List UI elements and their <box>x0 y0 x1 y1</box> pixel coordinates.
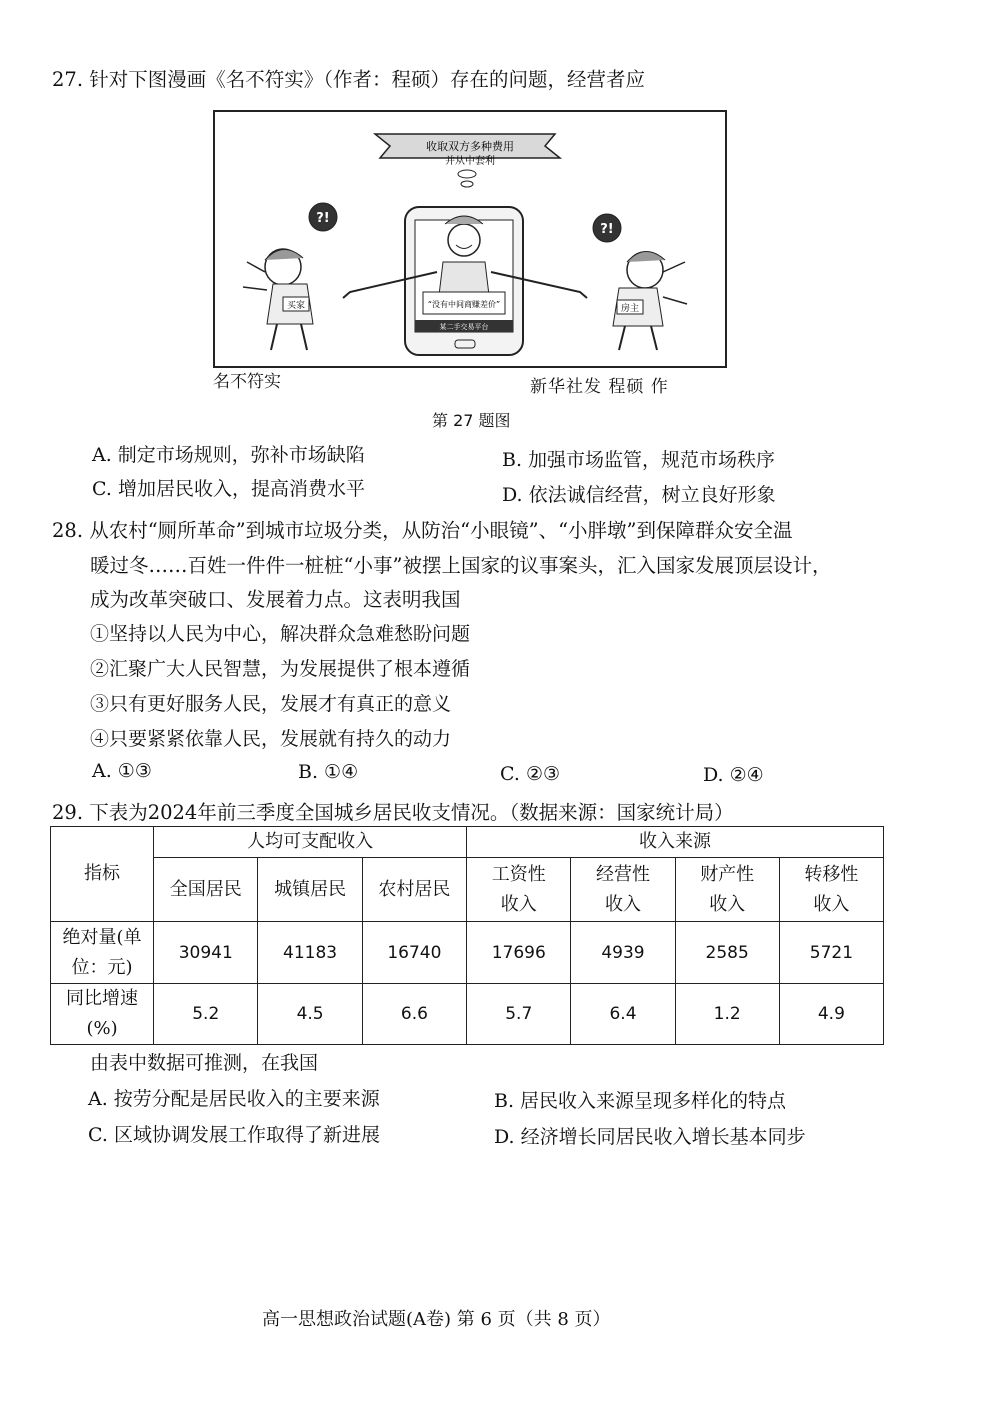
q27-option-a[interactable]: A. 制定市场规则，弥补市场缺陷 <box>92 444 365 466</box>
q28-option-d[interactable]: D. ②④ <box>703 764 764 786</box>
q29-option-a[interactable]: A. 按劳分配是居民收入的主要来源 <box>88 1088 380 1110</box>
bubble-right-text: ?! <box>600 222 614 237</box>
cell-value: 5.2 <box>154 984 258 1045</box>
cell-value: 16740 <box>362 922 466 984</box>
cartoon-illustration <box>215 112 725 366</box>
table-header-row1 <box>51 827 884 858</box>
q27-option-c[interactable]: C. 增加居民收入，提高消费水平 <box>92 478 365 500</box>
cell-value: 41183 <box>258 922 362 984</box>
cell-value: 5721 <box>779 922 883 984</box>
q27-option-b[interactable]: B. 加强市场监管，规范市场秩序 <box>502 449 776 471</box>
merchant-sign-text: “没有中间商赚差价” <box>427 300 501 309</box>
cartoon-figure <box>213 110 727 368</box>
col-wage: 工资性 收入 <box>467 858 571 922</box>
income-table <box>50 826 884 1045</box>
banner-line1: 收取双方多种费用 <box>426 140 514 153</box>
cartoon-credit: 新华社发 程硕 作 <box>530 377 669 397</box>
table-header-row2 <box>51 858 884 922</box>
merchant-head <box>448 224 480 256</box>
q29-lead: 由表中数据可推测，在我国 <box>90 1052 319 1074</box>
buyer-tag: 买家 <box>286 301 306 311</box>
col-property: 财产性 收入 <box>675 858 779 922</box>
q28-option-a[interactable]: A. ①③ <box>92 760 152 782</box>
cell-value: 30941 <box>154 922 258 984</box>
q27-option-d[interactable]: D. 依法诚信经营，树立良好形象 <box>502 484 776 506</box>
table-group-income: 人均可支配收入 <box>154 827 467 858</box>
seller-tag: 房主 <box>620 304 640 314</box>
col-business: 经营性 收入 <box>571 858 675 922</box>
cell-value: 2585 <box>675 922 779 984</box>
table-corner: 指标 <box>51 827 154 922</box>
cell-value: 4.5 <box>258 984 362 1045</box>
cell-value: 6.4 <box>571 984 675 1045</box>
col-national: 全国居民 <box>154 858 258 922</box>
screen-label: 某二手交易平台 <box>439 323 489 331</box>
q29-option-d[interactable]: D. 经济增长同居民收入增长基本同步 <box>494 1126 806 1148</box>
cell-value: 17696 <box>467 922 571 984</box>
banner-line2: 并从中套利 <box>445 156 495 167</box>
q28-item-3: ③只有更好服务人民，发展才有真正的意义 <box>90 693 452 715</box>
col-urban: 城镇居民 <box>258 858 362 922</box>
q28-option-c[interactable]: C. ②③ <box>500 763 561 785</box>
q29-option-b[interactable]: B. 居民收入来源呈现多样化的特点 <box>494 1090 787 1112</box>
table-group-sources: 收入来源 <box>467 827 884 858</box>
page-footer: 高一思想政治试题(A卷) 第 6 页（共 8 页） <box>262 1309 611 1330</box>
q28-option-b[interactable]: B. ①④ <box>298 761 359 783</box>
col-rural: 农村居民 <box>362 858 466 922</box>
q29-stem: 29. 下表为2024年前三季度全国城乡居民收支情况。（数据来源：国家统计局） <box>52 801 734 824</box>
cartoon-title: 名不符实 <box>213 372 281 392</box>
row-label-growth: 同比增速 (%) <box>51 984 154 1045</box>
row-label-absolute: 绝对量(单 位：元) <box>51 922 154 984</box>
bubble-left-text: ?! <box>316 211 330 226</box>
cell-value: 5.7 <box>467 984 571 1045</box>
table-row <box>51 984 884 1045</box>
q29-option-c[interactable]: C. 区域协调发展工作取得了新进展 <box>88 1124 380 1146</box>
q28-item-2: ②汇聚广大人民智慧，为发展提供了根本遵循 <box>90 658 471 680</box>
table-row <box>51 922 884 984</box>
q28-item-4: ④只要紧紧依靠人民，发展就有持久的动力 <box>90 728 452 750</box>
q28-stem-line1: 28. 从农村“厕所革命”到城市垃圾分类，从防治“小眼镜”、“小胖墩”到保障群众安全温 <box>52 519 793 542</box>
cell-value: 4939 <box>571 922 675 984</box>
cell-value: 6.6 <box>362 984 466 1045</box>
figure-label: 第 27 题图 <box>432 411 511 430</box>
q28-item-1: ①坚持以人民为中心，解决群众急难愁盼问题 <box>90 623 471 645</box>
q27-stem: 27. 针对下图漫画《名不符实》（作者：程硕）存在的问题，经营者应 <box>52 68 645 91</box>
col-transfer: 转移性 收入 <box>779 858 883 922</box>
cell-value: 1.2 <box>675 984 779 1045</box>
cell-value: 4.9 <box>779 984 883 1045</box>
q28-stem-line3: 成为改革突破口、发展着力点。这表明我国 <box>90 588 461 611</box>
q28-stem-line2: 暖过冬……百姓一件件一桩桩“小事”被摆上国家的议事案头，汇入国家发展顶层设计， <box>90 554 832 577</box>
